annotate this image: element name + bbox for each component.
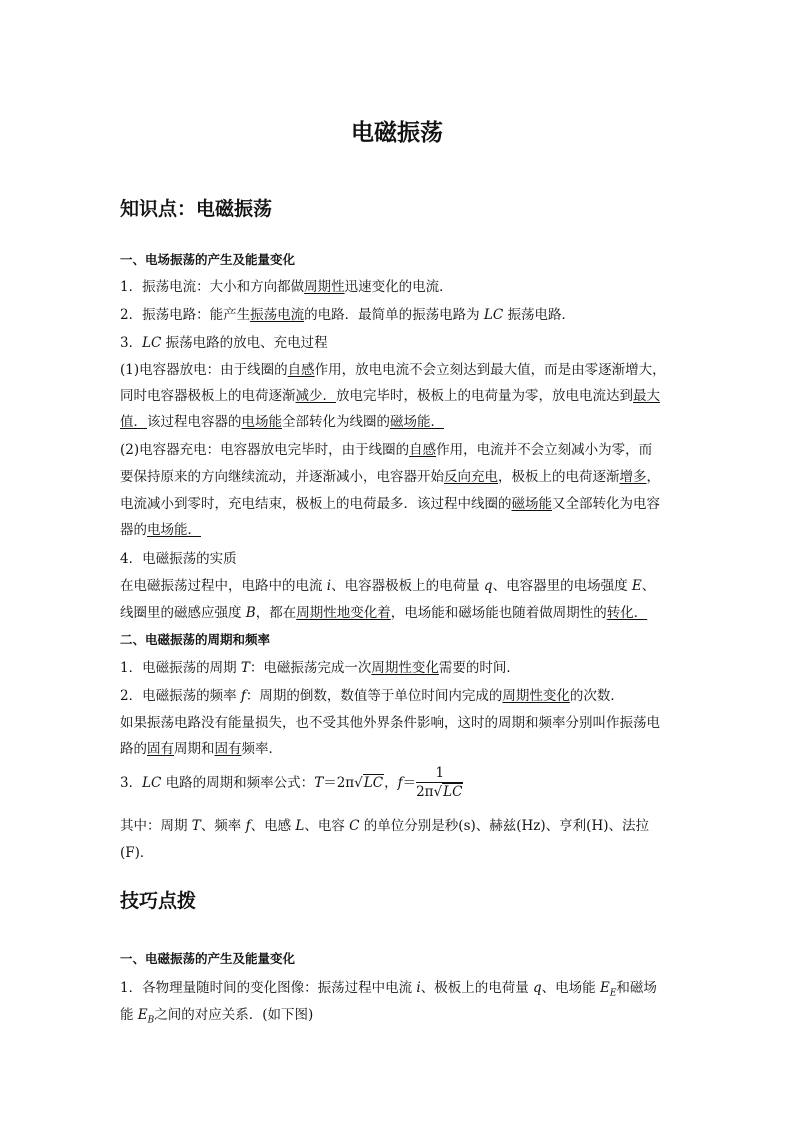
paragraph-lc-process: 3．LC 振荡电路的放电、充电过程: [120, 335, 328, 351]
paragraph-essence-line2: 线圈里的磁感应强度 B，都在周期性地变化着，电场能和磁场能也随着做周期性的转化．: [120, 605, 648, 621]
paragraph-frequency: 2．电磁振荡的频率 f：周期的倒数，数值等于单位时间内完成的周期性变化的次数．: [120, 688, 624, 704]
paragraph-graph-line1: 1．各物理量随时间的变化图像：振荡过程中电流 i、极板上的电荷量 q、电场能 $E_E$和磁场: [120, 980, 657, 999]
section-heading-tips: 技巧点拨: [120, 890, 197, 912]
subheading-period-frequency: 二、电磁振荡的周期和频率: [120, 632, 271, 647]
paragraph-charge-line2: 要保持原来的方向继续流动，并逐渐减小，电容器开始反向充电，极板上的电荷逐渐增多，: [120, 469, 660, 485]
paragraph-essence-heading: 4．电磁振荡的实质: [120, 551, 237, 567]
subheading-generation-energy: 一、电场振荡的产生及能量变化: [120, 252, 296, 267]
sqrt-symbol: √: [433, 784, 443, 800]
paragraph-oscillating-circuit: 2．振荡电路：能产生振荡电流的电路．最简单的振荡电路为 LC 振荡电路．: [120, 307, 575, 323]
paragraph-natural-line1: 如果振荡电路没有能量损失，也不受其他外界条件影响，这时的周期和频率分别叫作振荡电: [120, 715, 660, 731]
section-heading-knowledge: 知识点：电磁振荡: [120, 198, 273, 220]
paragraph-discharge-line1: (1)电容器放电：由于线圈的自感作用，放电电流不会立刻达到最大值，而是由零逐渐增大，: [120, 362, 666, 378]
formula-line: 3．LC 电路的周期和频率公式：T＝2π√LC，f＝ $\frac{1}{2\pi√LC}$: [120, 765, 463, 800]
paragraph-oscillating-current: 1．振荡电流：大小和方向都做周期性迅速变化的电流．: [120, 279, 453, 295]
paragraph-charge-line3: 电流减小到零时，充电结束，极板上的电荷最多．该过程中线圈的磁场能又全部转化为电容: [120, 496, 660, 512]
frequency-fraction: $\frac{1}{2\pi√LC}$: [416, 765, 463, 800]
paragraph-natural-line2: 路的固有周期和固有频率．: [120, 741, 282, 757]
paragraph-units-line2: (F)．: [120, 845, 154, 861]
paragraph-graph-line2: 能 $E_B$之间的对应关系．(如下图): [120, 1007, 314, 1026]
page-title: 电磁振荡: [351, 120, 443, 146]
paragraph-units-line1: 其中：周期 T、频率 f、电感 L、电容 C 的单位分别是秒(s)、赫兹(Hz)、亨利(H)、法拉: [120, 818, 649, 834]
paragraph-charge-line4: 器的电场能．: [120, 522, 201, 538]
subheading-tips-generation: 一、电磁振荡的产生及能量变化: [120, 951, 296, 966]
sqrt-lc: LC: [363, 775, 384, 791]
paragraph-period: 1．电磁振荡的周期 T：电磁振荡完成一次周期性变化需要的时间．: [120, 660, 520, 676]
sqrt-symbol: √: [354, 775, 363, 791]
paragraph-discharge-line2: 同时电容器极板上的电荷逐渐减少．放电完毕时，极板上的电荷量为零，放电电流达到最大: [120, 388, 660, 404]
paragraph-charge-line1: (2)电容器充电：电容器放电完毕时，由于线圈的自感作用，电流并不会立刻减小为零，而: [120, 442, 653, 458]
paragraph-discharge-line3: 值．该过程电容器的电场能全部转化为线圈的磁场能．: [120, 414, 444, 430]
paragraph-essence-line1: 在电磁振荡过程中，电路中的电流 i、电容器极板上的电荷量 q、电容器里的电场强度 E、: [120, 578, 656, 594]
